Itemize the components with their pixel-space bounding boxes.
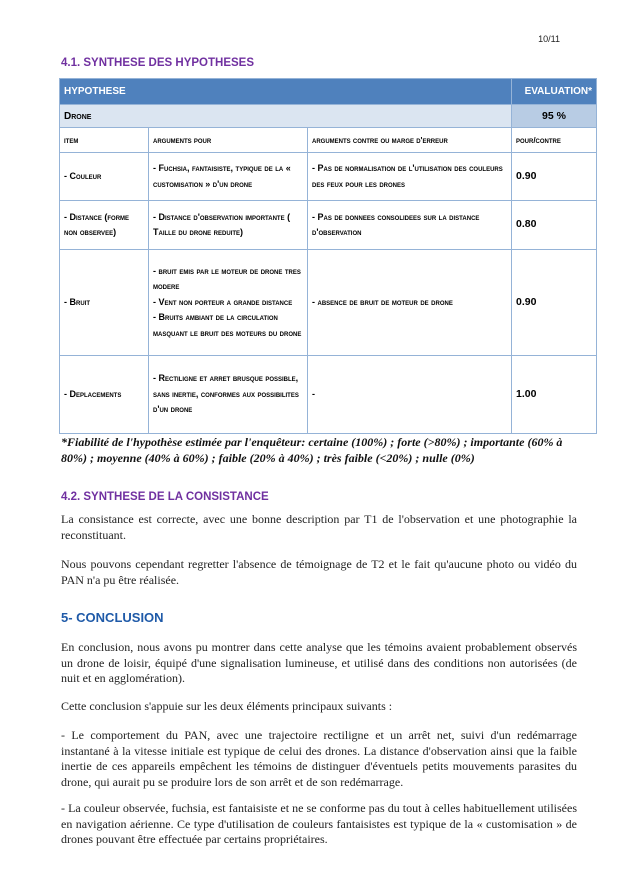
row-contre: - absence de bruit de moteur de drone xyxy=(308,250,512,356)
consistency-paragraph-1: La consistance est correcte, avec une bonne description par T1 de l'observation et une photographie la reconstituant. xyxy=(61,512,577,542)
table-header-row xyxy=(60,79,597,105)
row-item: - Distance (forme non observee) xyxy=(60,201,149,250)
row-value: 0.80 xyxy=(512,201,597,250)
row-value: 0.90 xyxy=(512,153,597,201)
conclusion-paragraph-3: - Le comportement du PAN, avec une trajectoire rectiligne et un arrêt net, suivi d'un redémarrage instantané à la vitesse initiale est typique de celui des drones. La distance d'observation ainsi que la faible inertie de ces appareils empêchent les témoins de distinguer d'éventuels petits mouvements parasites du drone, qui aurait pu se produire lors de son arrêt et de son redémarrage. xyxy=(61,728,577,789)
row-pour xyxy=(149,250,308,356)
section-4-1-title: 4.1. SYNTHESE DES HYPOTHESES xyxy=(61,57,255,69)
hypothesis-table xyxy=(59,78,597,434)
table-row xyxy=(60,153,597,201)
conclusion-paragraph-2: Cette conclusion s'appuie sur les deux éléments principaux suivants : xyxy=(61,699,393,713)
row-item: - Bruit xyxy=(60,250,149,356)
header-hypothese: HYPOTHESE xyxy=(60,79,512,105)
conclusion-paragraph-1: En conclusion, nous avons pu montrer dans cette analyse que les témoins avaient probablement observés un drone de loisir, équipé d'une signalisation lumineuse, et utilisé dans des conditions non autorisées (de nuit et en agglomération). xyxy=(61,640,577,685)
row-item: - Couleur xyxy=(60,153,149,201)
table-row xyxy=(60,356,597,434)
row-pour: - Fuchsia, fantaisiste, typique de la « customisation » d'un drone xyxy=(149,153,308,201)
table-row xyxy=(60,201,597,250)
pour-line: - Bruits ambiant de la circulation masquant le bruit des moteurs du drone xyxy=(153,312,302,338)
page-number: 10/11 xyxy=(538,34,560,44)
row-contre: - xyxy=(308,356,512,434)
conclusion-paragraph-4: - La couleur observée, fuchsia, est fantaisiste et ne se conforme pas du tout à celles habituellement utilisées en navigation aérienne. Ce type d'utilisation de couleurs fantaisistes est typique de la « customisation » de drones pouvant être effectuée par certains propriétaires. xyxy=(61,801,577,846)
col-contre: arguments contre ou marge d'erreur xyxy=(308,128,512,153)
col-pour-contre: pour/contre xyxy=(512,128,597,153)
drone-label: Drone xyxy=(64,110,92,122)
row-value: 0.90 xyxy=(512,250,597,356)
column-header-row xyxy=(60,128,597,153)
section-4-2-title: 4.2. SYNTHESE DE LA CONSISTANCE xyxy=(61,491,269,503)
col-item: item xyxy=(60,128,149,153)
row-pour: - Rectiligne et arret brusque possible, sans inertie, conformes aux possibilites d'un drone xyxy=(149,356,308,434)
row-contre: - Pas de donnees consolidees sur la distance d'observation xyxy=(308,201,512,250)
conclusion-title: 5- CONCLUSION xyxy=(61,610,164,625)
row-value: 1.00 xyxy=(512,356,597,434)
col-pour: arguments pour xyxy=(149,128,308,153)
consistency-paragraph-2: Nous pouvons cependant regretter l'absence de témoignage de T2 et le fait qu'aucune photo ou vidéo du PAN n'a pu être réalisée. xyxy=(61,557,577,587)
pour-line: - Vent non porteur a grande distance xyxy=(153,296,293,307)
pour-line: - bruit emis par le moteur de drone tres modere xyxy=(153,265,301,292)
table-row xyxy=(60,250,597,356)
row-contre: - Pas de normalisation de l'utilisation des couleurs des feux pour les drones xyxy=(308,153,512,201)
row-pour: - Distance d'observation importante ( Taille du drone reduite) xyxy=(149,201,308,250)
drone-score: 95 % xyxy=(512,105,597,128)
drone-row xyxy=(60,105,597,128)
header-evaluation: EVALUATION* xyxy=(512,79,597,105)
row-item: - Deplacements xyxy=(60,356,149,434)
reliability-footnote: *Fiabilité de l'hypothèse estimée par l'enquêteur: certaine (100%) ; forte (>80%) ; importante (60% à 80%) ; moyenne (40% à 60%) ; faible (20% à 40%) ; très faible (<20%) ; nulle (0%) xyxy=(61,435,563,465)
